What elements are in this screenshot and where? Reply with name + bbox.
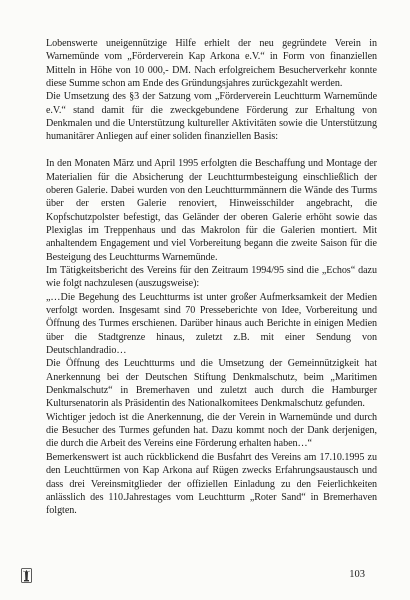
quote-dank: Wichtiger jedoch ist die Anerkennung, die der Verein in Warnemünde und durch die Besucher des Turmes gefunden hat. Dazu kommt noch der Dank derjenigen, die durch die Arbeit des Vereins eine Förderung erhalten haben…“	[46, 411, 377, 450]
quote-anerkennung: Die Öffnung des Leuchtturms und die Umsetzung der Gemeinnützigkeit hat Anerkennung bei der Deutschen Stiftung Denkmalschutz, beim „Maritimen Denkmalschutz“ in Bremerhaven und zuletzt auch durch die Hamburger Kultursenatorin als Präsidentin des Nationalkomitees Denkmalschutz gefunden.	[46, 358, 377, 410]
paragraph-busfahrt: Bemerkenswert ist auch rückblickend die Busfahrt des Vereins am 17.10.1995 zu den Leuchttürmen von Kap Arkona auf Rügen zwecks Erfahrungsaustausch und dass drei Vereinsmitglieder der offiziellen Einladung zu den Feierlichkeiten anlässlich des 110.Jahrestages vom Leuchtturm „Roter Sand“ in Bremerhaven folgten.	[46, 451, 377, 517]
quote-medien: „…Die Begehung des Leuchtturms ist unter großer Aufmerksamkeit der Medien verfolgt worden. Insgesamt sind 70 Presseberichte von Idee, Vorbereitung und Öffnung des Turmes erschienen. Darüber hinaus auch Berichte in einigen Medien über die Stadtgrenze hinaus, zuletzt z.B. mit einer Sendung von Deutschlandradio…	[46, 291, 377, 357]
body-text	[46, 37, 377, 518]
paragraph-taetigkeitsbericht: Im Tätigkeitsbericht des Vereins für den Zeitraum 1994/95 sind die „Echos“ dazu wie folgt nachzulesen (auszugsweise):	[46, 265, 377, 290]
paragraph-satzung: Die Umsetzung des §3 der Satzung vom „Förderverein Leuchtturm Warnemünde e.V.“ stand damit für die zweckgebundene Förderung zur Erhaltung von Denkmalen und die Unterstützung kultureller Aktivitäten sowie die Unterstützung humanitärer Anliegen auf einer soliden finanziellen Basis:	[46, 91, 377, 143]
paragraph-gap	[46, 144, 377, 158]
paragraph-hilfe-kap-arkona: Lobenswerte uneigennützige Hilfe erhielt der neu gegründete Verein in Warnemünde vom „Förderverein Kap Arkona e.V.“ in Form von finanziellen Mitteln in Höhe von 10 000,- DM. Nach erfolgreichem Besucherverkehr konnte diese Summe schon am Ende des Gründungsjahres zurückgezahlt werden.	[46, 38, 377, 90]
paragraph-montage: In den Monaten März und April 1995 erfolgten die Beschaffung und Montage der Materialien für die Absicherung der Leuchtturmbesteigung einschließlich der oberen Galerie. Dabei wurden von den Leuchtturmmännern die Wände des Turms über der ersten Galerie renoviert, Hinweisschilder angebracht, die Kopfschutzpolster befestigt, das Geländer der oberen Galerie erhöht sowie das Plexiglas im Treppenhaus und das Makrolon für die Galerien montiert. Mit anhaltendem Engagement und viel Vorbereitung begann die zweite Saison für die Besteigung des Leuchtturms Warnemünde.	[46, 158, 377, 263]
lighthouse-logo-icon	[21, 568, 32, 583]
page-number: 103	[349, 569, 365, 580]
